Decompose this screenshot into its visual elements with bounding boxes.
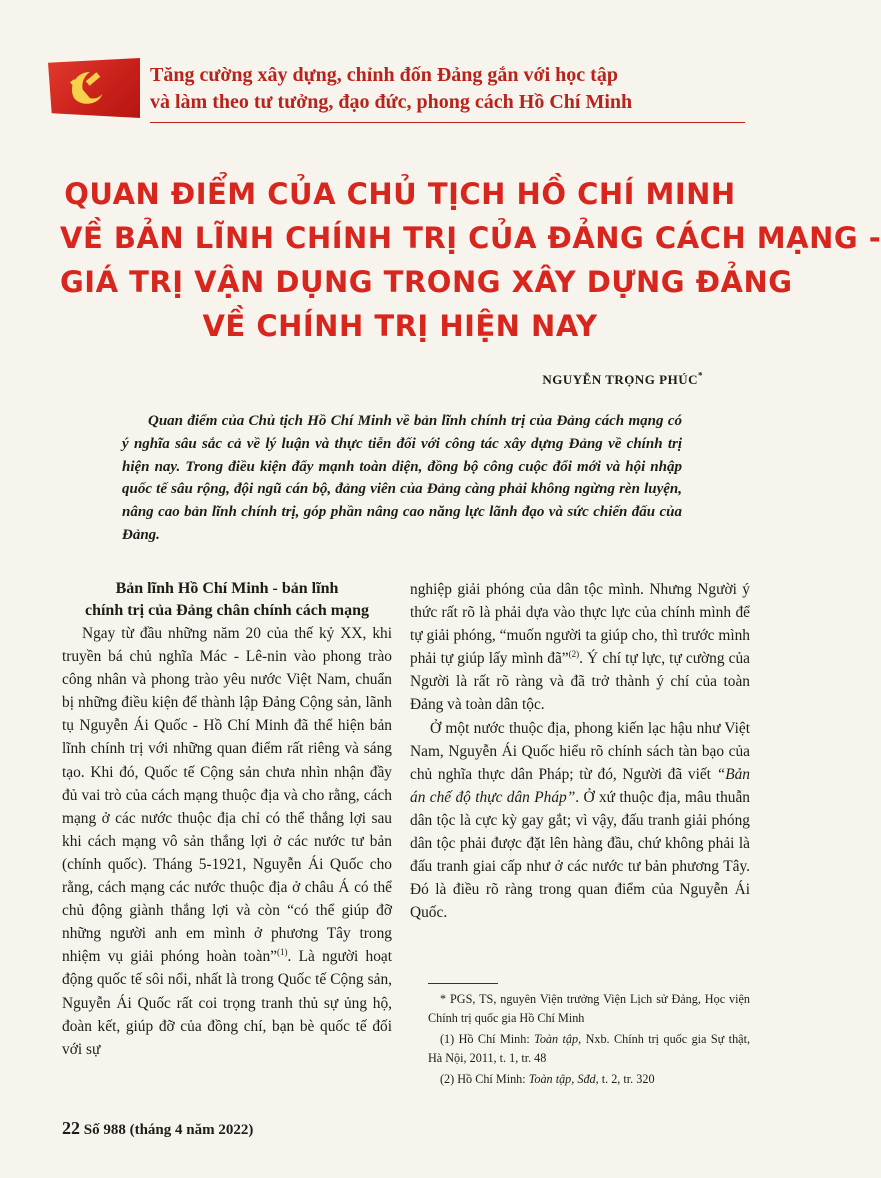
section-heading bbox=[62, 578, 392, 622]
paragraph-1-continued bbox=[410, 578, 750, 717]
paragraph-2 bbox=[410, 717, 750, 925]
paragraph-2-text-cont: . Ở xứ thuộc địa, mâu thuẫn dân tộc là cực kỳ gay gắt; vì vậy, đấu tranh giải phóng dân tộc phải được đặt lên hàng đầu, chứ không phải là đấu tranh giai cấp như ở các nước tư bản phương Tây. Đó là điều rõ ràng trong quan điểm của Nguyễn Ái Quốc. bbox=[410, 788, 750, 922]
footnotes bbox=[428, 990, 750, 1091]
header-line-1: Tăng cường xây dựng, chỉnh đốn Đảng gắn với học tập bbox=[150, 64, 618, 86]
paragraph-1 bbox=[62, 622, 392, 1061]
footnote-2-title: Toàn tập, Sđd bbox=[528, 1072, 596, 1086]
footnote-2-prefix: (2) Hồ Chí Minh: bbox=[440, 1072, 529, 1086]
footnote-1-title: Toàn tập bbox=[534, 1032, 579, 1046]
footnote-author: * PGS, TS, nguyên Viện trưởng Viện Lịch sử Đảng, Học viện Chính trị quốc gia Hồ Chí Minh bbox=[428, 992, 750, 1025]
book-title: “Bản án chế độ thực dân Pháp” bbox=[410, 765, 750, 806]
abstract: Quan điểm của Chủ tịch Hồ Chí Minh về bản lĩnh chính trị của Đảng cách mạng có ý nghĩa sâu sắc cả về lý luận và thực tiễn đối với công tác xây dựng Đảng về chính trị hiện nay. Trong điều kiện đẩy mạnh toàn diện, đồng bộ công cuộc đổi mới và hội nhập quốc tế sâu rộng, đội ngũ cán bộ, đảng viên của Đảng càng phải không ngừng rèn luyện, nâng cao bản lĩnh chính trị, góp phần nâng cao năng lực lãnh đạo và sức chiến đấu của Đảng. bbox=[122, 413, 682, 543]
header-line-2: và làm theo tư tưởng, đạo đức, phong cách Hồ Chí Minh bbox=[150, 91, 633, 113]
page-folio bbox=[62, 1118, 253, 1139]
footnote-1-rest: , Nxb. Chính trị quốc gia Sự thật, Hà Nội, 2011, t. 1, tr. 48 bbox=[428, 1032, 751, 1065]
paragraph-1-continued-text: nghiệp giải phóng của dân tộc mình. Nhưng Người ý thức rất rõ là phải dựa vào thực lực của chính mình để tự giải phóng, “muốn người ta giúp cho, thì trước mình phải tự giúp lấy mình đã” bbox=[410, 581, 750, 668]
header-rule bbox=[150, 122, 745, 123]
footnote-2-rest: , t. 2, tr. 320 bbox=[595, 1072, 655, 1086]
hammer-sickle-icon bbox=[66, 68, 110, 108]
paragraph-1-end-text: . Ý chí tự lực, tự cường của Người là rất rõ ràng và đã trở thành ý chí của toàn Đảng và toàn dân tộc. bbox=[410, 650, 750, 714]
column-right bbox=[410, 578, 750, 924]
author-byline bbox=[542, 372, 703, 388]
title-line-3: GIÁ TRỊ VẬN DỤNG TRONG XÂY DỰNG ĐẢNG bbox=[60, 265, 793, 299]
article-title bbox=[60, 172, 881, 348]
running-header bbox=[0, 52, 785, 124]
title-line-4: VỀ CHÍNH TRỊ HIỆN NAY bbox=[202, 309, 598, 343]
section-heading-line-2: chính trị của Đảng chân chính cách mạng bbox=[84, 602, 370, 619]
issue-label: Số 988 (tháng 4 năm 2022) bbox=[83, 1122, 254, 1138]
footnote-ref-2: (2) bbox=[568, 649, 580, 660]
paragraph-1-text-cont: . Là người hoạt động quốc tế sôi nổi, nhất là trong Quốc tế Cộng sản, Nguyễn Ái Quốc rất coi trọng tranh thủ sự ủng hộ, đoàn kết, giúp đỡ của đồng chí, bạn bè quốc tế đối với sự bbox=[62, 948, 392, 1058]
footnote-rule bbox=[428, 983, 498, 984]
paragraph-2-text: Ở một nước thuộc địa, phong kiến lạc hậu như Việt Nam, Nguyễn Ái Quốc hiểu rõ chính sách tàn bạo của chủ nghĩa thực dân Pháp; từ đó, Người đã viết bbox=[410, 719, 750, 783]
section-heading-line-1: Bản lĩnh Hồ Chí Minh - bản lĩnh bbox=[115, 580, 339, 597]
footnote-2 bbox=[428, 1070, 750, 1089]
author-name: NGUYỄN TRỌNG PHÚC bbox=[542, 372, 698, 387]
party-flag-logo bbox=[48, 58, 140, 118]
paragraph-1-text: Ngay từ đầu những năm 20 của thế kỷ XX, khi truyền bá chủ nghĩa Mác - Lê-nin vào phong trào công nhân và phong trào yêu nước Việt Nam, chuẩn bị những điều kiện để thành lập Đảng Cộng sản, lãnh tụ Nguyễn Ái Quốc - Hồ Chí Minh đã thể hiện bản lĩnh chính trị với những quan điểm rất riêng và sáng tạo. Khi đó, Quốc tế Cộng sản chưa nhìn nhận đầy đủ vai trò của cách mạng thuộc địa và cho rằng, cách mạng ở các nước thuộc địa chỉ có thể thắng lợi sau khi cách mạng vô sản thắng lợi ở các nước tư bản (chính quốc). Tháng 5-1921, Nguyễn Ái Quốc cho rằng, cách mạng các nước thuộc địa ở châu Á có thể chủ động giành thắng lợi và còn “có thể giúp đỡ những người anh em mình ở phương Tây trong nhiệm vụ giải phóng hoàn toàn” bbox=[62, 625, 392, 966]
title-line-2: VỀ BẢN LĨNH CHÍNH TRỊ CỦA ĐẢNG CÁCH MẠNG - bbox=[60, 221, 881, 255]
title-line-1: QUAN ĐIỂM CỦA CHỦ TỊCH HỒ CHÍ MINH bbox=[64, 177, 736, 211]
footnote-1-prefix: (1) Hồ Chí Minh: bbox=[440, 1032, 535, 1046]
column-left bbox=[62, 578, 392, 1061]
author-mark: * bbox=[698, 370, 703, 381]
footnote-1 bbox=[428, 1030, 750, 1068]
footnote-ref-1: (1) bbox=[276, 947, 288, 958]
page-number: 22 bbox=[62, 1118, 80, 1138]
